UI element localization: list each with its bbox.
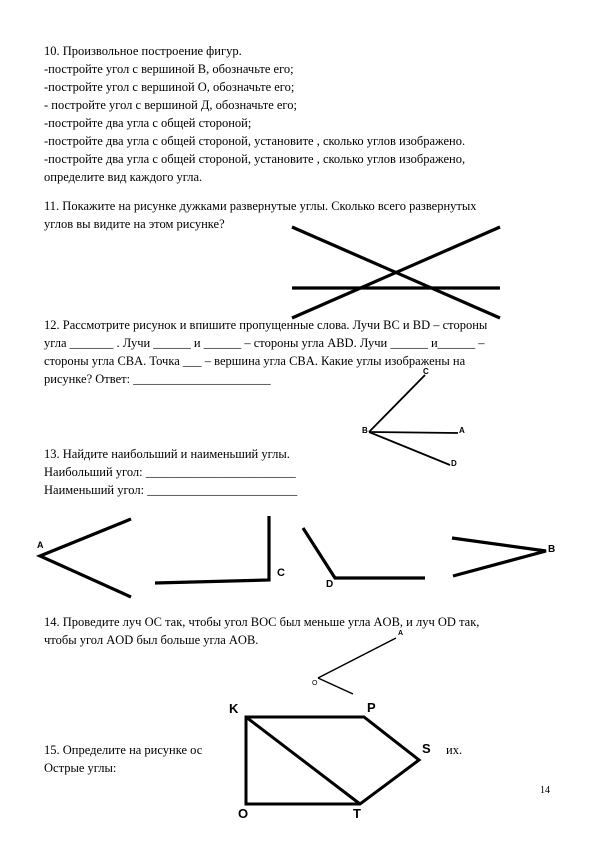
- task15-acute-angles: Острые углы:: [44, 761, 117, 775]
- vertex-label-t: T: [353, 806, 361, 821]
- vertex-label-p: P: [367, 700, 376, 715]
- angle-label-c: C: [277, 567, 285, 579]
- task11-line: углов вы видите на этом рисунке?: [44, 217, 225, 231]
- task10-line: - постройте угол с вершиной Д, обозначьте его;: [44, 98, 297, 112]
- task10-line: определите вид каждого угла.: [44, 170, 203, 184]
- task10-line: -постройте угол с вершиной В, обозначьте его;: [44, 62, 294, 76]
- vertex-label-o: O: [238, 806, 249, 821]
- task12-line: рисунке? Ответ: ______________________: [44, 372, 271, 386]
- point-label-c: C: [423, 367, 429, 376]
- task13-heading: 13. Найдите наибольший и наименьший углы.: [44, 447, 290, 461]
- task10-line: -постройте два угла с общей стороной, установите , сколько углов изображено.: [44, 134, 466, 148]
- point-label-o: O: [312, 680, 318, 687]
- task14-heading: 14. Проведите луч OC так, чтобы угол BOC был меньше угла AOB, и луч OD так,: [44, 615, 480, 629]
- task14-line: чтобы угол AOD был больше угла AOB.: [44, 633, 259, 647]
- task13-largest-angle: Наибольший угол: ________________________: [44, 465, 296, 479]
- task12-heading: 12. Рассмотрите рисунок и впишите пропущенные слова. Лучи ВС и ВD – стороны: [44, 318, 488, 332]
- pentagon-kpsto: [246, 717, 419, 804]
- point-label-a: A: [459, 426, 465, 435]
- angle-label-d: D: [326, 579, 334, 590]
- task15-heading-end: их.: [446, 743, 463, 757]
- task10-heading: 10. Произвольное построение фигур.: [44, 44, 242, 58]
- task10-line: -постройте два угла с общей стороной;: [44, 116, 252, 130]
- page-number: 14: [540, 785, 550, 796]
- vertex-label-s: S: [422, 741, 431, 756]
- point-label-d: D: [451, 459, 457, 468]
- task13-smallest-angle: Наименьший угол: ________________________: [44, 483, 298, 497]
- task10-line: -постройте два угла с общей стороной, установите , сколько углов изображено,: [44, 152, 466, 166]
- task11-heading: 11. Покажите на рисунке дужками развернутые углы. Сколько всего развернутых: [44, 199, 477, 213]
- task10-line: -постройте угол с вершиной О, обозначьте его;: [44, 80, 295, 94]
- point-label-b: B: [362, 426, 368, 435]
- point-label-a: A: [398, 630, 404, 637]
- diagonal-kt: [246, 717, 360, 804]
- task12-line: стороны угла CBA. Точка ___ – вершина угла CBA. Какие углы изображены на: [44, 354, 466, 368]
- angle-label-b: B: [548, 544, 556, 555]
- vertex-label-k: K: [229, 701, 239, 716]
- task12-line: угла _______ . Лучи ______ и ______ – стороны угла ABD. Лучи ______ и______ –: [44, 336, 485, 350]
- task15-heading-start: 15. Определите на рисунке ос: [44, 743, 203, 757]
- angle-label-a: A: [37, 540, 44, 550]
